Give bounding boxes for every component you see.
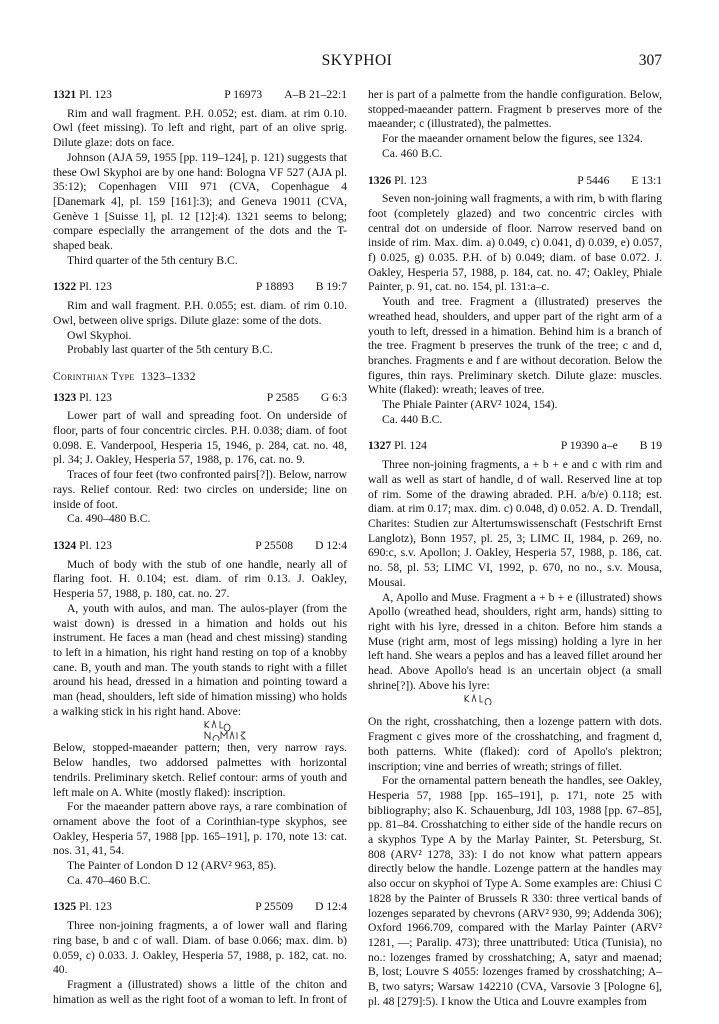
entry-date: Third quarter of the 5th century B.C. xyxy=(67,253,238,267)
plate-ref: Pl. 123 xyxy=(79,390,112,404)
right-column xyxy=(368,88,662,1021)
entry-text: Fragment a (illustrated) shows a little of the chiton and himation as well as the right foot of a woman to left. In front of xyxy=(53,977,347,1006)
plate-ref: Pl. 123 xyxy=(394,173,427,187)
inventory-number: P 25509 xyxy=(255,900,294,914)
entry-heading xyxy=(368,439,662,454)
grid-ref: E 13:1 xyxy=(631,173,662,187)
entry-number: 1324 xyxy=(53,538,77,552)
plate-ref: Pl. 123 xyxy=(79,538,112,552)
entry-text: For the ornamental pattern beneath the handles, see Oakley, Hesperia 57, 1988 [pp. 165–191], p. 171, note 25 with bibliography; also K. Schauenburg, JdI 103, 1988 [pp. 67–85], pp. 81–84. Crosshatching to either side of the handle recurs on a skyphos Type A by the Marlay Painter, St. Petersburg, St. 808 (ARV² 1278, 33): I do not know what pattern appears directly below the handle. Lozenge pattern at the handles may also occur on skyphoi of Type A. Some examples are: Chiusi C 1828 by the Painter of Brussels R 330: three vertical bands of lozenges separated by chevrons (ARV² 930, 99; Addenda 306); Oxford 1966.709, compared with the Marlay Painter (ARV² 1281, —; Paralip. 473); three unattributed: Utica (Tunisia), no no.: lozenges framed by crosshatching; A, satyr and maenad; B, lost; Louvre S 4055: lozenges framed by crosshatching; A–B, two satyrs; Warsaw 142210 (CVA, Varsovie 3 [Pologne 6], pl. 48 [279]:5). I know the Utica and Louvre examples from xyxy=(368,774,662,1008)
entry-date: Ca. 490–480 B.C. xyxy=(67,512,151,526)
inscription-drawing xyxy=(53,719,347,741)
inscription-drawing xyxy=(368,693,662,715)
entry-number: 1326 xyxy=(368,173,392,187)
entry-heading xyxy=(53,539,347,554)
section-range: 1323–1332 xyxy=(140,369,196,383)
grid-ref: D 12:4 xyxy=(315,538,347,552)
entry-heading xyxy=(53,900,347,915)
inventory-number: P 18893 xyxy=(255,280,294,294)
entry-date: Ca. 440 B.C. xyxy=(382,412,443,426)
plate-ref: Pl. 123 xyxy=(79,280,112,294)
entry-heading xyxy=(53,391,347,406)
inventory-number: P 2585 xyxy=(266,390,299,404)
handwritten-inscription xyxy=(203,719,273,741)
entry-text: Lower part of wall and spreading foot. On underside of floor, parts of four concentric circles. P.H. 0.038; diam. of foot 0.098. E. Vanderpool, Hesperia 15, 1946, p. 284, cat. no. 48, pl. 34; J. Oakley, Hesperia 57, 1988, p. 176, cat. no. 9. xyxy=(53,409,347,467)
entry-text: Below, stopped-maeander pattern; then, very narrow rays. Below handles, two addorsed palmettes with horizontal tendrils. Preliminary sketch. Relief contour: arms of youth and left male on A. White (mostly flaked): inscription. xyxy=(53,741,347,799)
entry-text: Rim and wall fragment. P.H. 0.052; est. diam. at rim 0.10. Owl (feet missing). To left and right, part of an olive sprig. Dilute glaze: dots on face. xyxy=(53,106,347,150)
grid-ref: G 6:3 xyxy=(320,390,347,404)
entry-heading xyxy=(53,280,347,295)
entry-text: Youth and tree. Fragment a (illustrated) preserves the wreathed head, shoulders, and upper part of the right arm of a youth to left, dressed in a himation. Behind him is a branch of the tree. Fragment b preserves the trunk of the tree; c and d, branches. Fragments e and f are without decoration. Below the figures, thin rays. Preliminary sketch. Dilute glaze: muscles. White (flaked): wreath; leaves of tree. xyxy=(368,295,662,397)
catalogue-entry-1321 xyxy=(53,88,347,268)
entry-text: For the maeander ornament below the figures, see 1324. xyxy=(382,132,643,146)
entry-text: A, youth with aulos, and man. The aulos-player (from the waist down) is dressed in a himation and holds out his instrument. He faces a man (head and chest missing) standing to left in a himation, his right hand resting on top of a knobby cane. B, youth and man. The youth stands to right with a fillet around his head, dressed in a himation and pointing toward a man (head, shoulders, left side of himation missing) who holds a walking stick in his right hand. Above: xyxy=(53,601,347,718)
inventory-number: P 19390 a–e xyxy=(560,439,618,453)
section-title xyxy=(53,370,347,385)
entry-date: Probably last quarter of the 5th century B.C. xyxy=(67,343,273,357)
entry-date: Ca. 470–460 B.C. xyxy=(67,873,151,887)
entry-text: A, Apollo and Muse. Fragment a + b + e (illustrated) shows Apollo (wreathed head, shoulders, right arm, hands) sitting to right with his lyre, dressed in a chiton. Before him stands a Muse (right arm, most of legs missing) holding a lyre in her left hand. She wears a peplos and has a leaved fillet around her head. Above Apollo's head is an uncertain object (a small shrine[?]). Above his lyre: xyxy=(368,590,662,692)
entry-text: Johnson (AJA 59, 1955 [pp. 119–124], p. 121) suggests that these Owl Skyphoi are by one hand: Bologna VF 527 (AJA pl. 35:12); Copenhagen VIII 971 (CVA, Copenhague 4 [Danemark 4], pl. 159 [161]:3); and Geneva 19011 (CVA, Genève 1 [Suisse 1], pl. 12 [12]:4). 1321 seems to belong; compare especially the arrangement of the dots and the T-shaped beak. xyxy=(53,150,347,253)
entry-text: Owl Skyphoi. xyxy=(67,328,132,342)
running-header xyxy=(52,52,662,74)
attribution: The Phiale Painter (ARV² 1024, 154). xyxy=(382,398,558,412)
catalogue-entry-1323 xyxy=(53,391,347,527)
entry-text: Much of body with the stub of one handle, nearly all of flaring foot. H. 0.104; est. diam. of rim 0.13. J. Oakley, Hesperia 57, 1988, p. 180, cat. no. 27. xyxy=(53,557,347,601)
entry-number: 1322 xyxy=(53,280,77,294)
entry-number: 1321 xyxy=(53,88,77,101)
entry-text: On the right, crosshatching, then a lozenge pattern with dots. Fragment c gives more of the crosshatching, and fragment d, both patterns. White (flaked): cord of Apollo's plektron; inscription; vine and berries of wreath; strings of fillet. xyxy=(368,715,662,773)
plate-ref: Pl. 124 xyxy=(394,439,427,453)
left-column xyxy=(53,88,347,1019)
section-label: Corinthian Type xyxy=(53,369,135,383)
grid-ref: D 12:4 xyxy=(315,900,347,914)
entry-number: 1327 xyxy=(368,439,392,453)
catalogue-entry-1322 xyxy=(53,280,347,358)
entry-number: 1323 xyxy=(53,390,77,404)
entry-text: her is part of a palmette from the handle configuration. Below, stopped-maeander pattern. Fragment b preserves more of the maeander; c (illustrated), the palmettes. xyxy=(368,88,662,131)
catalogue-entry-1325-continued xyxy=(368,88,662,162)
inventory-number: P 16973 xyxy=(224,88,263,101)
entry-text: For the maeander pattern above rays, a rare combination of ornament above the foot of a Corinthian-type skyphos, see Oakley, Hesperia 57, 1988 [pp. 165–191], p. 170, note 13: cat. nos. 31, 41, 54. xyxy=(53,800,347,858)
attribution: The Painter of London D 12 (ARV² 963, 85). xyxy=(67,859,277,873)
entry-heading xyxy=(53,88,347,103)
entry-text: Three non-joining fragments, a of lower wall and flaring ring base, b and c of wall. Diam. of base 0.066; max. dim. b) 0.059, c) 0.033. J. Oakley, Hesperia 57, 1988, p. 182, cat. no. 40. xyxy=(53,919,347,977)
entry-text: Seven non-joining wall fragments, a with rim, b with flaring foot (completely glazed) and two concentric circles with central dot on underside of floor. Narrow reserved band on inside of rim. Max. dim. a) 0.049, c) 0.041, d) 0.039, e) 0.057, f) 0.025, g) 0.035. P.H. of b) 0.049; diam. of base 0.072. J. Oakley, Hesperia 57, 1988, p. 184, cat. no. 47; Oakley, Phiale Painter, p. 91, cat. no. 154, pl. 131:a–c. xyxy=(368,192,662,294)
plate-ref: Pl. 123 xyxy=(79,900,112,914)
grid-ref: B 19:7 xyxy=(315,280,347,294)
plate-ref: Pl. 123 xyxy=(79,88,112,101)
handwritten-inscription xyxy=(463,693,503,705)
catalogue-entry-1324 xyxy=(53,539,347,888)
entry-date: Ca. 460 B.C. xyxy=(382,146,443,160)
page-number: 307 xyxy=(638,52,662,69)
grid-ref: A–B 21–22:1 xyxy=(284,88,347,101)
inventory-number: P 25508 xyxy=(255,538,294,552)
entry-heading xyxy=(368,174,662,189)
entry-number: 1325 xyxy=(53,900,77,914)
catalogue-entry-1326 xyxy=(368,174,662,428)
catalogue-entry-1325 xyxy=(53,900,347,1007)
entry-text: Rim and wall fragment. P.H. 0.055; est. diam. of rim 0.10. Owl, between olive sprigs. Dilute glaze: some of the dots. xyxy=(53,299,347,327)
inventory-number: P 5446 xyxy=(577,173,610,187)
grid-ref: B 19 xyxy=(639,439,662,453)
catalogue-entry-1327 xyxy=(368,439,662,1009)
entry-text: Three non-joining fragments, a + b + e and c with rim and wall as well as start of handle, d of wall. Reserved line at top of rim. Some of the drawing abraded. P.H. a/b/e) 0.118; est. diam. at rim 0.17; max. dim. c) 0.048, d) 0.052. A. D. Trendall, Charites: Studien zur Altertumswissenschaft (Festschrift Ernst Langlotz), Bonn 1957, pl. 25, 3; LIMC II, 1984, p. 269, no. 690:c, s.v. Apollon; J. Oakley, Hesperia 57, 1988, p. 186, cat. no. 58, pl. 53; LIMC VI, 1992, p. 670, no no., s.v. Mousa, Mousai. xyxy=(368,458,662,589)
running-title: SKYPHOI xyxy=(321,52,393,69)
entry-text: Traces of four feet (two confronted pairs[?]). Below, narrow rays. Relief contour. Red: two circles on underside; line on inside of foot. xyxy=(53,468,347,511)
